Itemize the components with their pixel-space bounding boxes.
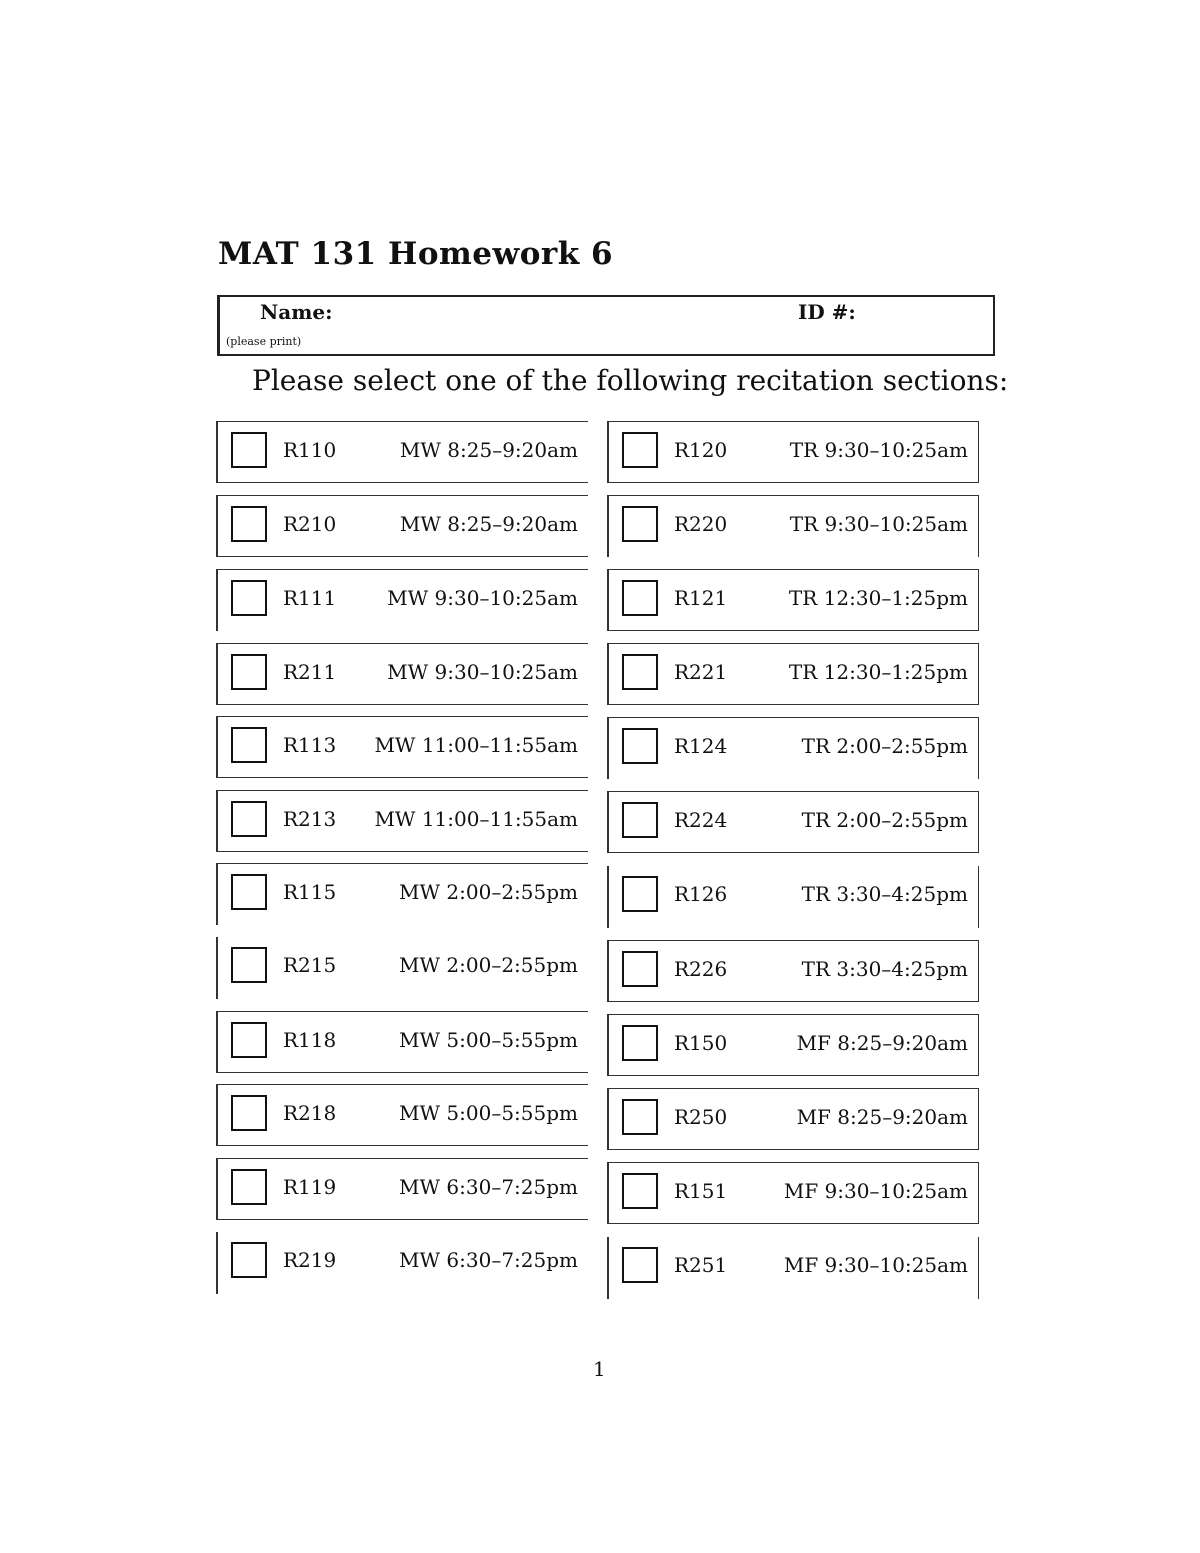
section-code: R219 [283,1248,337,1272]
section-checkbox[interactable] [622,1025,658,1061]
section-checkbox[interactable] [622,1173,658,1209]
section-time: MF 9:30–10:25am [783,1253,968,1277]
section-time: TR 3:30–4:25pm [801,957,968,981]
section-time: MF 9:30–10:25am [783,1179,968,1203]
section-time: MW 9:30–10:25am [387,660,578,684]
section-option[interactable] [607,1237,979,1299]
section-option[interactable] [216,937,588,999]
section-time: MW 8:25–9:20am [399,438,578,462]
section-checkbox[interactable] [622,580,658,616]
section-time: MW 5:00–5:55pm [399,1028,578,1052]
section-option[interactable] [607,569,979,631]
section-time: MF 8:25–9:20am [796,1031,968,1055]
section-option[interactable] [216,716,588,778]
section-time: TR 9:30–10:25am [789,438,968,462]
section-option[interactable] [607,495,979,557]
section-option[interactable] [216,863,588,925]
section-code: R124 [674,734,728,758]
section-option[interactable] [216,790,588,852]
section-code: R211 [283,660,337,684]
student-info-box [217,295,995,356]
section-time: MW 5:00–5:55pm [399,1101,578,1125]
section-option[interactable] [216,495,588,557]
section-option[interactable] [607,1162,979,1224]
section-code: R226 [674,957,728,981]
section-code: R151 [674,1179,728,1203]
section-checkbox[interactable] [231,432,267,468]
name-label: Name: [260,300,333,324]
section-option[interactable] [216,1232,588,1294]
section-checkbox[interactable] [622,654,658,690]
section-time: TR 12:30–1:25pm [788,660,968,684]
section-code: R111 [283,586,337,610]
section-checkbox[interactable] [622,876,658,912]
section-code: R115 [283,880,337,904]
section-code: R150 [674,1031,728,1055]
section-checkbox[interactable] [231,874,267,910]
section-time: MW 2:00–2:55pm [399,880,578,904]
section-code: R210 [283,512,337,536]
section-time: MF 8:25–9:20am [796,1105,968,1129]
section-option[interactable] [607,643,979,705]
section-checkbox[interactable] [622,951,658,987]
section-checkbox[interactable] [231,1169,267,1205]
section-time: MW 11:00–11:55am [374,807,578,831]
section-option[interactable] [607,421,979,483]
section-time: TR 3:30–4:25pm [801,882,968,906]
section-time: TR 2:00–2:55pm [801,808,968,832]
section-code: R220 [674,512,728,536]
section-code: R218 [283,1101,337,1125]
section-code: R213 [283,807,337,831]
section-code: R121 [674,586,728,610]
document-title: MAT 131 Homework 6 [218,236,614,272]
section-code: R118 [283,1028,337,1052]
section-code: R110 [283,438,337,462]
section-time: MW 8:25–9:20am [399,512,578,536]
section-time: MW 6:30–7:25pm [399,1248,578,1272]
section-instructions: Please select one of the following recitation sections: [252,364,1009,397]
section-option[interactable] [216,569,588,631]
section-checkbox[interactable] [231,1242,267,1278]
section-code: R120 [674,438,728,462]
section-time: MW 2:00–2:55pm [399,953,578,977]
section-code: R250 [674,1105,728,1129]
section-checkbox[interactable] [622,1247,658,1283]
section-checkbox[interactable] [231,801,267,837]
section-option[interactable] [607,717,979,779]
section-checkbox[interactable] [231,506,267,542]
section-option[interactable] [607,866,979,928]
section-checkbox[interactable] [231,1095,267,1131]
section-checkbox[interactable] [622,1099,658,1135]
section-checkbox[interactable] [622,728,658,764]
section-checkbox[interactable] [622,432,658,468]
section-option[interactable] [607,940,979,1002]
section-code: R221 [674,660,728,684]
section-checkbox[interactable] [622,506,658,542]
section-code: R251 [674,1253,728,1277]
section-option[interactable] [607,1014,979,1076]
section-checkbox[interactable] [231,580,267,616]
section-time: MW 11:00–11:55am [374,733,578,757]
section-code: R224 [674,808,728,832]
section-code: R126 [674,882,728,906]
section-option[interactable] [216,1158,588,1220]
section-checkbox[interactable] [231,727,267,763]
print-note: (please print) [226,335,302,348]
section-option[interactable] [216,643,588,705]
page-number: 1 [593,1357,606,1381]
section-code: R215 [283,953,337,977]
section-checkbox[interactable] [622,802,658,838]
section-time: TR 9:30–10:25am [789,512,968,536]
section-option[interactable] [607,791,979,853]
id-label: ID #: [798,300,856,324]
section-checkbox[interactable] [231,947,267,983]
section-checkbox[interactable] [231,1022,267,1058]
section-option[interactable] [216,1084,588,1146]
section-code: R119 [283,1175,337,1199]
section-time: MW 6:30–7:25pm [399,1175,578,1199]
section-time: MW 9:30–10:25am [387,586,578,610]
section-checkbox[interactable] [231,654,267,690]
section-code: R113 [283,733,337,757]
section-option[interactable] [216,421,588,483]
section-time: TR 12:30–1:25pm [788,586,968,610]
section-time: TR 2:00–2:55pm [801,734,968,758]
section-option[interactable] [216,1011,588,1073]
section-option[interactable] [607,1088,979,1150]
